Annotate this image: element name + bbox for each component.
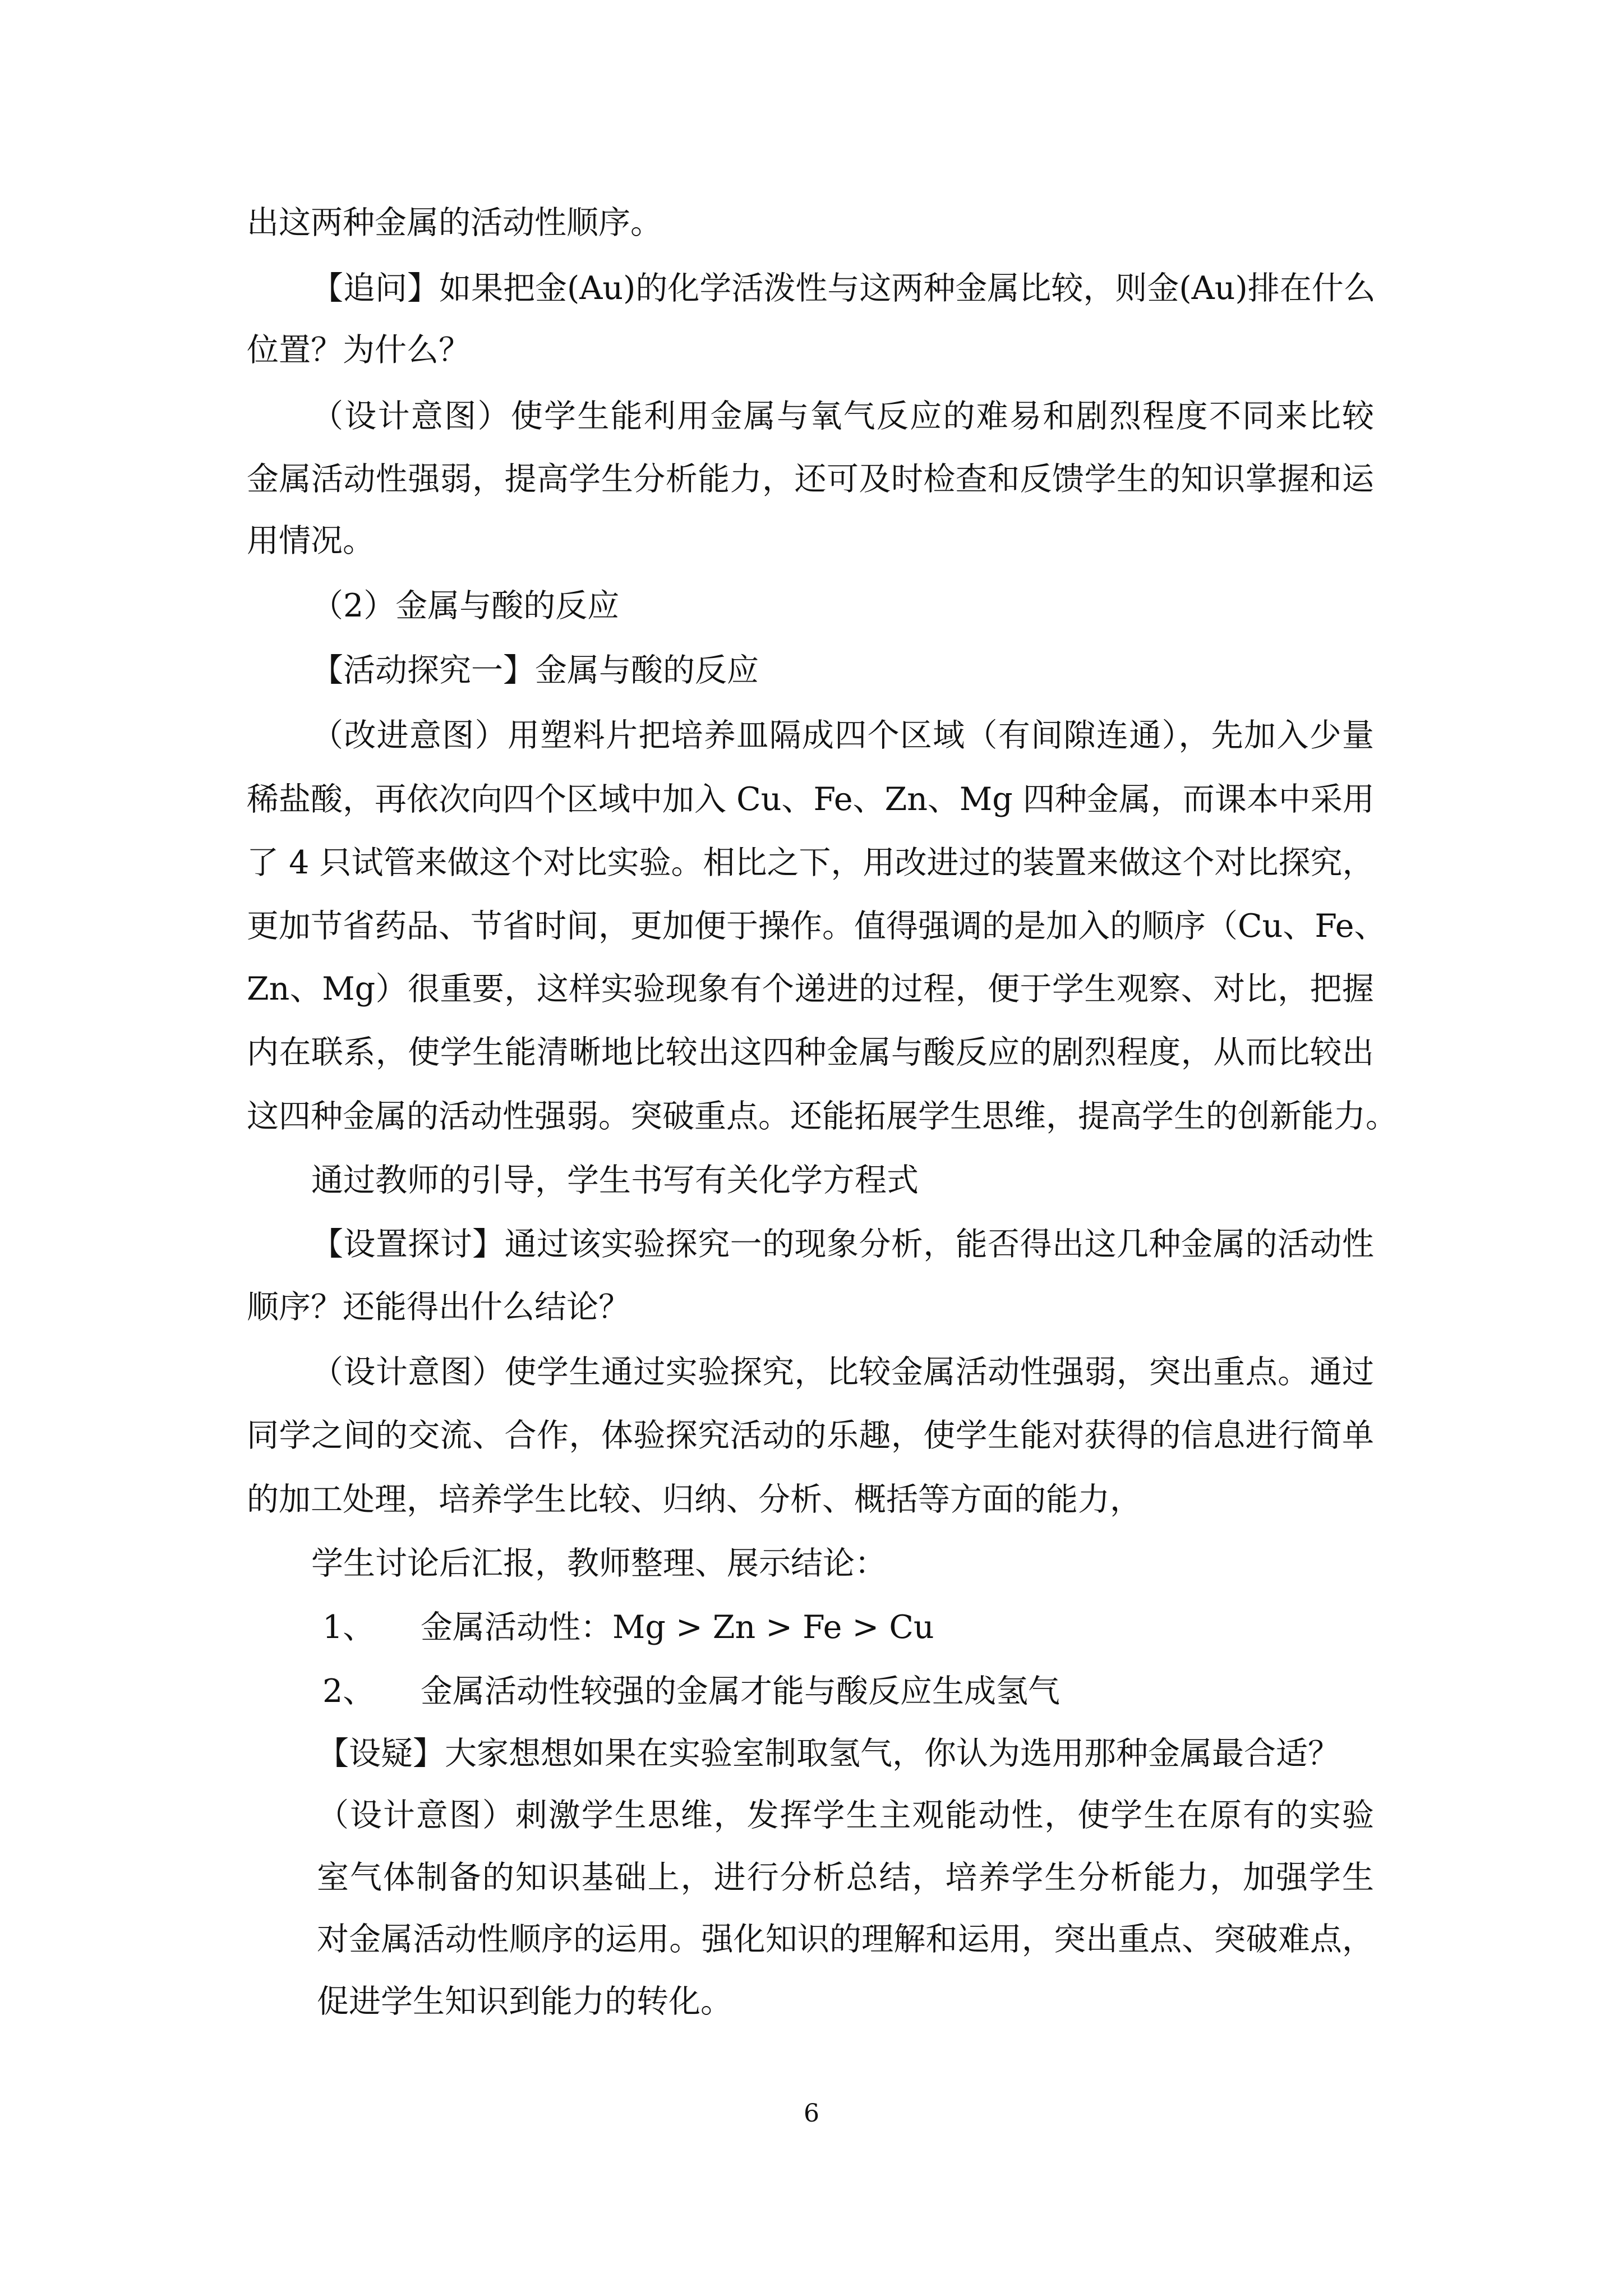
text-line: 同学之间的交流、合作，体验探究活动的乐趣，使学生能对获得的信息进行简单 [247, 1417, 1374, 1454]
list-number: 1、 [322, 1609, 375, 1646]
text-line: 了 4 只试管来做这个对比实验。相比之下，用改进过的装置来做这个对比探究， [247, 844, 1375, 881]
list-text: 金属活动性较强的金属才能与酸反应生成氢气 [421, 1673, 1060, 1710]
text-line: 【活动探究一】金属与酸的反应 [311, 652, 759, 689]
text-line: （设计意图）刺激学生思维，发挥学生主观能动性，使学生在原有的实验 [317, 1797, 1374, 1834]
text-line: 【设置探讨】通过该实验探究一的现象分析，能否得出这几种金属的活动性 [311, 1226, 1374, 1263]
page-number: 6 [804, 2099, 819, 2128]
text-line: Zn、Mg）很重要，这样实验现象有个递进的过程，便于学生观察、对比，把握 [247, 970, 1374, 1007]
text-line: （改进意图）用塑料片把培养皿隔成四个区域（有间隙连通），先加入少量 [311, 717, 1374, 754]
text-line: 室气体制备的知识基础上，进行分析总结，培养学生分析能力，加强学生 [317, 1859, 1374, 1896]
list-number: 2、 [322, 1673, 375, 1710]
text-line: 【追问】如果把金(Au)的化学活泼性与这两种金属比较，则金(Au)排在什么 [311, 270, 1376, 307]
text-line: 金属活动性强弱，提高学生分析能力，还可及时检查和反馈学生的知识掌握和运 [247, 461, 1374, 498]
text-line: 的加工处理，培养学生比较、归纳、分析、概括等方面的能力， [247, 1481, 1142, 1518]
text-line: 【设疑】大家想想如果在实验室制取氢气，你认为选用那种金属最合适？ [317, 1735, 1340, 1772]
text-line: 内在联系，使学生能清晰地比较出这四种金属与酸反应的剧烈程度，从而比较出 [247, 1034, 1374, 1071]
text-line: （设计意图）使学生通过实验探究，比较金属活动性强弱，突出重点。通过 [311, 1354, 1374, 1391]
text-line: 稀盐酸，再依次向四个区域中加入 Cu、Fe、Zn、Mg 四种金属，而课本中采用 [247, 781, 1375, 818]
text-line: 这四种金属的活动性强弱。突破重点。还能拓展学生思维，提高学生的创新能力。 [247, 1098, 1398, 1135]
text-line: 促进学生知识到能力的转化。 [317, 1983, 732, 2020]
text-line: 顺序？还能得出什么结论？ [247, 1289, 630, 1326]
text-line: 对金属活动性顺序的运用。强化知识的理解和运用，突出重点、突破难点， [317, 1921, 1374, 1958]
text-line: 用情况。 [247, 522, 375, 559]
list-text: 金属活动性：Mg > Zn > Fe > Cu [421, 1609, 934, 1646]
text-line: （设计意图）使学生能利用金属与氧气反应的难易和剧烈程度不同来比较 [311, 398, 1374, 435]
text-line: 出这两种金属的活动性顺序。 [247, 204, 662, 241]
text-line: 学生讨论后汇报，教师整理、展示结论： [311, 1545, 887, 1582]
text-line: 更加节省药品、节省时间，更加便于操作。值得强调的是加入的顺序（Cu、Fe、 [247, 908, 1386, 945]
section-heading: （2）金属与酸的反应 [311, 587, 620, 624]
text-line: 通过教师的引导，学生书写有关化学方程式 [311, 1162, 919, 1199]
text-line: 位置？为什么？ [247, 332, 471, 369]
